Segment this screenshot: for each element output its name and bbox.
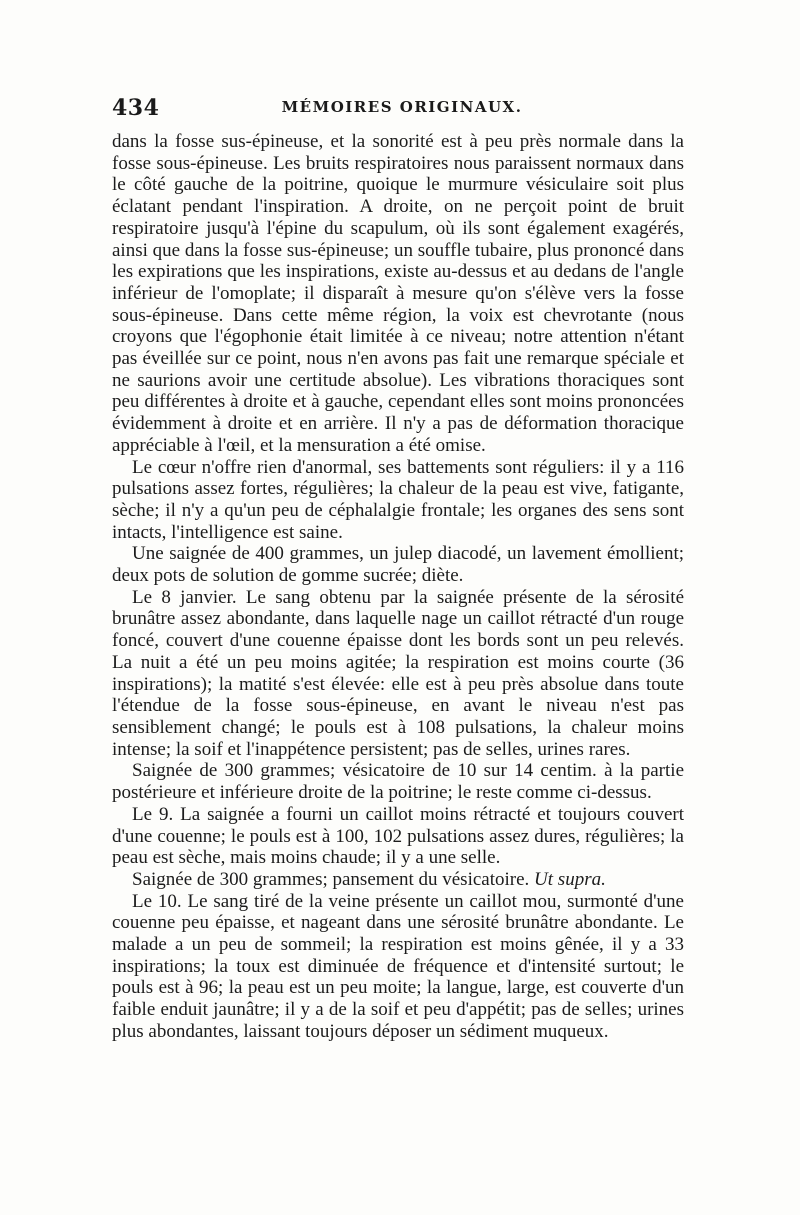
paragraph-3 — [112, 543, 684, 586]
paragraph-text: Le 8 janvier. Le sang obtenu par la saignée présente de la sérosité brunâtre assez abondante, dans laquelle nage un caillot rétracté d'un rouge foncé, couvert d'une couenne épaisse dont les bords sont un peu relevés. La nuit a été un peu moins agitée; la respiration est moins courte (36 inspirations); la matité s'est élevée: elle est à peu près absolue dans toute l'étendue de la fosse sous-épineuse, en avant le niveau n'est pas sensiblement changé; le pouls est à 108 pulsations, la chaleur moins intense; la soif et l'inappétence persistent; pas de selles, urines rares. — [112, 586, 684, 760]
paragraph-5 — [112, 760, 684, 803]
paragraph-text: Une saignée de 400 grammes, un julep diacodé, un lavement émollient; deux pots de solution de gomme sucrée; diète. — [112, 543, 684, 587]
page-number: 434 — [112, 95, 160, 121]
paragraph-7 — [112, 869, 684, 891]
paragraph-8 — [112, 891, 684, 1043]
paragraph-text: Le cœur n'offre rien d'anormal, ses battements sont réguliers: il y a 116 pulsations assez fortes, régulières; la chaleur de la peau est vive, fatigante, sèche; il n'y a qu'un peu de céphalalgie frontale; les organes des sens sont intacts, l'intelligence est saine. — [112, 456, 684, 543]
page-header — [112, 95, 692, 125]
paragraph-1 — [112, 131, 684, 457]
paragraph-text: Saignée de 300 grammes; vésicatoire de 10 sur 14 centim. à la partie postérieure et inférieure droite de la poitrine; le reste comme ci-dessus. — [112, 760, 684, 804]
paragraph-text: dans la fosse sus-épineuse, et la sonorité est à peu près normale dans la fosse sous-épineuse. Les bruits respiratoires nous paraissent normaux dans le côté gauche de la poitrine, quoique le murmure vésiculaire soit plus éclatant pendant l'inspiration. A droite, on ne perçoit point de bruit respiratoire jusqu'à l'épine du scapulum, où ils sont également exagérés, ainsi que dans la fosse sus-épineuse; un souffle tubaire, plus prononcé dans les expirations que les inspirations, existe au-dessus et au dedans de l'angle inférieur de l'omoplate; il disparaît à mesure qu'on s'élève vers la fosse sous-épineuse. Dans cette même région, la voix est chevrotante (nous croyons que l'égophonie était limitée à ce niveau; notre attention n'étant pas éveillée sur ce point, nous n'en avons pas fait une remarque spéciale et ne saurions avoir une certitude absolue). Les vibrations thoraciques sont peu différentes à droite et à gauche, cependant elles sont moins prononcées évidemment à droite et en arrière. Il n'y a pas de déformation thoracique appréciable à l'œil, et la mensuration a été omise. — [112, 131, 684, 456]
body-text — [112, 131, 684, 1043]
paragraph-text: Saignée de 300 grammes; pansement du vésicatoire. — [132, 868, 530, 890]
running-head: MÉMOIRES ORIGINAUX. — [281, 98, 523, 116]
paragraph-6 — [112, 804, 684, 869]
paragraph-4 — [112, 587, 684, 761]
paragraph-2 — [112, 457, 684, 544]
paragraph-text: Le 9. La saignée a fourni un caillot moins rétracté et toujours couvert d'une couenne; le pouls est à 100, 102 pulsations assez dures, régulières; la peau est sèche, mais moins chaude; il y a une selle. — [112, 803, 684, 869]
paragraph-italic-tail: Ut supra. — [534, 868, 606, 890]
paragraph-text: Le 10. Le sang tiré de la veine présente un caillot mou, surmonté d'une couenne peu épaisse, et nageant dans une sérosité brunâtre abondante. Le malade a un peu de sommeil; la respiration est moins gênée, il y a 33 inspirations; la toux est diminuée de fréquence et d'intensité surtout; le pouls est à 96; la peau est un peu moite; la langue, large, est couverte d'un faible enduit jaunâtre; il y a de la soif et peu d'appétit; pas de selles; urines plus abondantes, laissant toujours déposer un sédiment muqueux. — [112, 890, 684, 1042]
